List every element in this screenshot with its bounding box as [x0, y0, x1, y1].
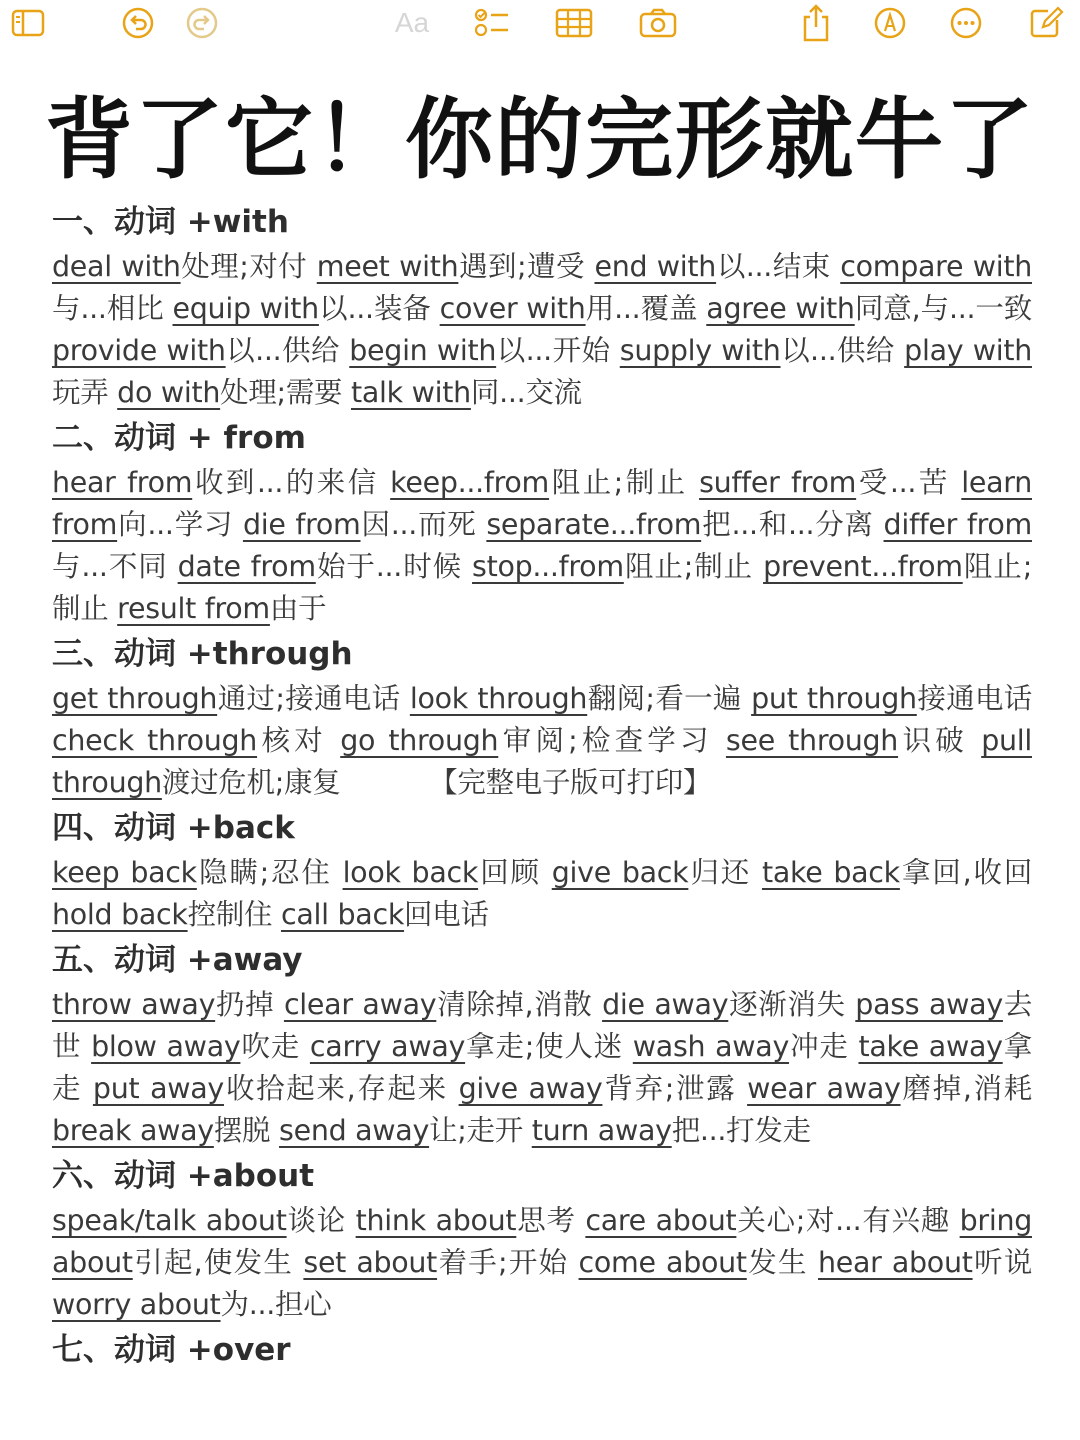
phrase-text[interactable]: prevent...from	[763, 550, 963, 583]
phrase-meaning: 冲走	[789, 1030, 849, 1063]
phrase-text[interactable]: check through	[52, 724, 258, 757]
phrase-text[interactable]: wash away	[632, 1030, 790, 1063]
phrase-text[interactable]: do with	[117, 376, 221, 409]
phrase-text[interactable]: care about	[585, 1204, 737, 1237]
phrase-meaning: 因...而死	[360, 508, 477, 541]
phrase-text[interactable]: separate...from	[486, 508, 702, 541]
phrase-text[interactable]: play with	[904, 334, 1032, 367]
share-icon[interactable]	[794, 2, 838, 44]
phrase-text[interactable]: deal with	[52, 250, 181, 283]
phrase-meaning: 让;走开	[429, 1114, 523, 1147]
phrase-meaning: 审阅;检查学习	[498, 724, 713, 757]
phrase-meaning: 以...供给	[225, 334, 340, 367]
phrase-text[interactable]: provide with	[52, 334, 226, 367]
phrase-text[interactable]: keep back	[52, 856, 197, 889]
phrase-meaning: 逐渐消失	[728, 988, 846, 1021]
phrase-text[interactable]: hear from	[52, 466, 193, 499]
phrase-meaning: 遇到;遭受	[458, 250, 585, 283]
undo-icon[interactable]	[116, 2, 160, 44]
phrase-text[interactable]: look through	[409, 682, 588, 715]
phrase-meaning: 阻止;制止	[52, 550, 1033, 625]
phrase-text[interactable]: wear away	[747, 1072, 901, 1105]
printable-note: 【完整电子版可打印】	[429, 766, 712, 799]
phrase-text[interactable]: give back	[551, 856, 689, 889]
phrase-text[interactable]: put away	[92, 1072, 224, 1105]
phrase-text[interactable]: begin with	[349, 334, 497, 367]
format-label: Aa	[394, 7, 430, 38]
phrase-meaning: 背弃;泄露	[602, 1072, 737, 1105]
phrase-text[interactable]: see through	[725, 724, 899, 757]
phrase-meaning: 回电话	[404, 898, 489, 931]
text-format-icon[interactable]	[390, 2, 434, 44]
phrase-text[interactable]: give away	[458, 1072, 603, 1105]
camera-icon[interactable]	[636, 2, 680, 44]
phrase-meaning: 把...和...分离	[701, 508, 874, 541]
phrase-text[interactable]: keep...from	[390, 466, 550, 499]
phrase-meaning: 关心;对...有兴趣	[736, 1204, 950, 1237]
phrase-meaning: 拿走;使人迷	[465, 1030, 623, 1063]
phrase-meaning: 翻阅;看一遍	[587, 682, 742, 715]
phrase-meaning: 吹走	[240, 1030, 301, 1063]
phrase-text[interactable]: suffer from	[699, 466, 857, 499]
phrase-meaning: 以...供给	[780, 334, 895, 367]
phrase-text[interactable]: blow away	[91, 1030, 241, 1063]
notes-toolbar	[0, 0, 1080, 50]
phrase-meaning: 收拾起来,存起来	[223, 1072, 448, 1105]
redo-icon[interactable]	[180, 2, 224, 44]
section-body	[52, 678, 1032, 804]
markup-icon[interactable]	[868, 2, 912, 44]
phrase-text[interactable]: bring about	[52, 1204, 1033, 1279]
phrase-meaning: 同...交流	[470, 376, 582, 409]
phrase-meaning: 着手;开始	[437, 1246, 569, 1279]
phrase-text[interactable]: set about	[303, 1246, 438, 1279]
phrase-meaning: 处理;对付	[180, 250, 308, 283]
note-title: 背了它！你的完形就牛了	[44, 88, 1035, 191]
table-icon[interactable]	[552, 2, 596, 44]
phrase-text[interactable]: throw away	[52, 988, 216, 1021]
phrase-text[interactable]: call back	[280, 898, 405, 931]
phrase-text[interactable]: cover with	[439, 292, 586, 325]
phrase-meaning: 以...开始	[496, 334, 611, 367]
phrase-meaning: 处理;需要	[220, 376, 343, 409]
checklist-icon[interactable]	[470, 2, 514, 44]
phrase-text[interactable]: clear away	[283, 988, 437, 1021]
phrase-text[interactable]: take away	[858, 1030, 1003, 1063]
phrase-text[interactable]: supply with	[619, 334, 781, 367]
phrase-meaning: 引起,使发生	[132, 1246, 294, 1279]
phrase-text[interactable]: hear about	[818, 1246, 973, 1279]
section-heading: 七、动词 +over	[52, 1332, 291, 1368]
phrase-text[interactable]: pass away	[855, 988, 1003, 1021]
phrase-meaning: 以...装备	[318, 292, 431, 325]
phrase-text[interactable]: worry about	[52, 1288, 221, 1321]
phrase-text[interactable]: end with	[594, 250, 717, 283]
phrase-meaning: 谈论	[286, 1204, 346, 1237]
phrase-meaning: 同意,与...一致	[854, 292, 1032, 325]
phrase-meaning: 思考	[516, 1204, 576, 1237]
phrase-meaning: 向...学习	[117, 508, 234, 541]
phrase-text[interactable]: equip with	[172, 292, 319, 325]
phrase-meaning: 识破	[898, 724, 968, 757]
phrase-text[interactable]: break away	[52, 1114, 214, 1147]
phrase-text[interactable]: die from	[242, 508, 361, 541]
phrase-text[interactable]: turn away	[531, 1114, 672, 1147]
phrase-meaning: 由于	[269, 592, 327, 625]
phrase-text[interactable]: stop...from	[472, 550, 624, 583]
note-body[interactable]	[52, 198, 1032, 1374]
phrase-text[interactable]: look back	[342, 856, 479, 889]
phrase-meaning: 回顾	[478, 856, 541, 889]
phrase-meaning: 拿回,收回	[899, 856, 1033, 889]
phrase-meaning: 控制住	[187, 898, 273, 931]
section-heading: 六、动词 +about	[52, 1158, 315, 1194]
phrase-meaning: 为...担心	[220, 1288, 332, 1321]
phrase-meaning: 发生	[746, 1246, 808, 1279]
phrase-meaning: 清除掉,消散	[436, 988, 593, 1021]
phrase-meaning: 接通电话	[916, 682, 1033, 715]
phrase-meaning: 与...相比	[52, 292, 164, 325]
phrase-meaning: 渡过危机;康复	[161, 766, 341, 799]
phrase-text[interactable]: hold back	[52, 898, 188, 931]
phrase-meaning: 摆脱	[213, 1114, 271, 1147]
phrase-meaning: 通过;接通电话	[217, 682, 401, 715]
phrase-meaning: 收到...的来信	[192, 466, 379, 499]
phrase-text[interactable]: carry away	[309, 1030, 466, 1063]
phrase-meaning: 去世	[52, 988, 1033, 1063]
phrase-meaning: 听说	[972, 1246, 1033, 1279]
phrase-meaning: 受...苦	[856, 466, 950, 499]
phrase-text[interactable]: compare with	[840, 250, 1032, 283]
more-icon[interactable]	[944, 2, 988, 44]
section-body	[52, 462, 1032, 630]
phrase-meaning: 以...结束	[716, 250, 831, 283]
phrase-text[interactable]: differ from	[883, 508, 1032, 541]
phrase-text[interactable]: die away	[602, 988, 729, 1021]
section-heading: 五、动词 +away	[52, 942, 303, 978]
phrase-meaning: 扔掉	[215, 988, 275, 1021]
phrase-meaning: 始于...时候	[315, 550, 463, 583]
phrase-text[interactable]: date from	[177, 550, 316, 583]
section-body	[52, 852, 1032, 936]
phrase-meaning: 归还	[688, 856, 752, 889]
phrase-text[interactable]: meet with	[316, 250, 459, 283]
phrase-text[interactable]: talk with	[351, 376, 471, 409]
phrase-text[interactable]: pull through	[52, 724, 1032, 799]
section-heading: 一、动词 +with	[52, 204, 289, 240]
phrase-meaning: 阻止;制止	[549, 466, 688, 499]
phrase-meaning: 用...覆盖	[585, 292, 698, 325]
phrase-text[interactable]: speak/talk about	[52, 1204, 287, 1237]
phrase-text[interactable]: go through	[340, 724, 499, 757]
phrase-meaning: 阻止;制止	[623, 550, 754, 583]
phrase-text[interactable]: come about	[578, 1246, 747, 1279]
phrase-text[interactable]: get through	[52, 682, 218, 715]
section-heading: 四、动词 +back	[52, 810, 295, 846]
sidebar-icon[interactable]	[6, 2, 50, 44]
phrase-meaning: 把...打发走	[671, 1114, 811, 1147]
section-body	[52, 1200, 1032, 1326]
phrase-meaning: 拿走	[52, 1030, 1032, 1105]
section-body	[52, 984, 1032, 1152]
phrase-meaning: 玩弄	[52, 376, 109, 409]
phrase-text[interactable]: put through	[751, 682, 917, 715]
section-heading: 二、动词 + from	[52, 420, 306, 456]
phrase-text[interactable]: learn from	[52, 466, 1032, 541]
section-heading: 三、动词 +through	[52, 636, 353, 672]
compose-icon[interactable]	[1024, 2, 1068, 44]
phrase-text[interactable]: agree with	[706, 292, 855, 325]
phrase-text[interactable]: think about	[355, 1204, 517, 1237]
phrase-meaning: 核对	[257, 724, 327, 757]
phrase-meaning: 隐瞒;忍住	[196, 856, 332, 889]
phrase-meaning: 与...不同	[52, 550, 168, 583]
phrase-text[interactable]: take back	[762, 856, 900, 889]
phrase-text[interactable]: result from	[117, 592, 270, 625]
phrase-text[interactable]: send away	[279, 1114, 430, 1147]
phrase-meaning: 磨掉,消耗	[900, 1072, 1032, 1105]
section-body	[52, 246, 1032, 414]
